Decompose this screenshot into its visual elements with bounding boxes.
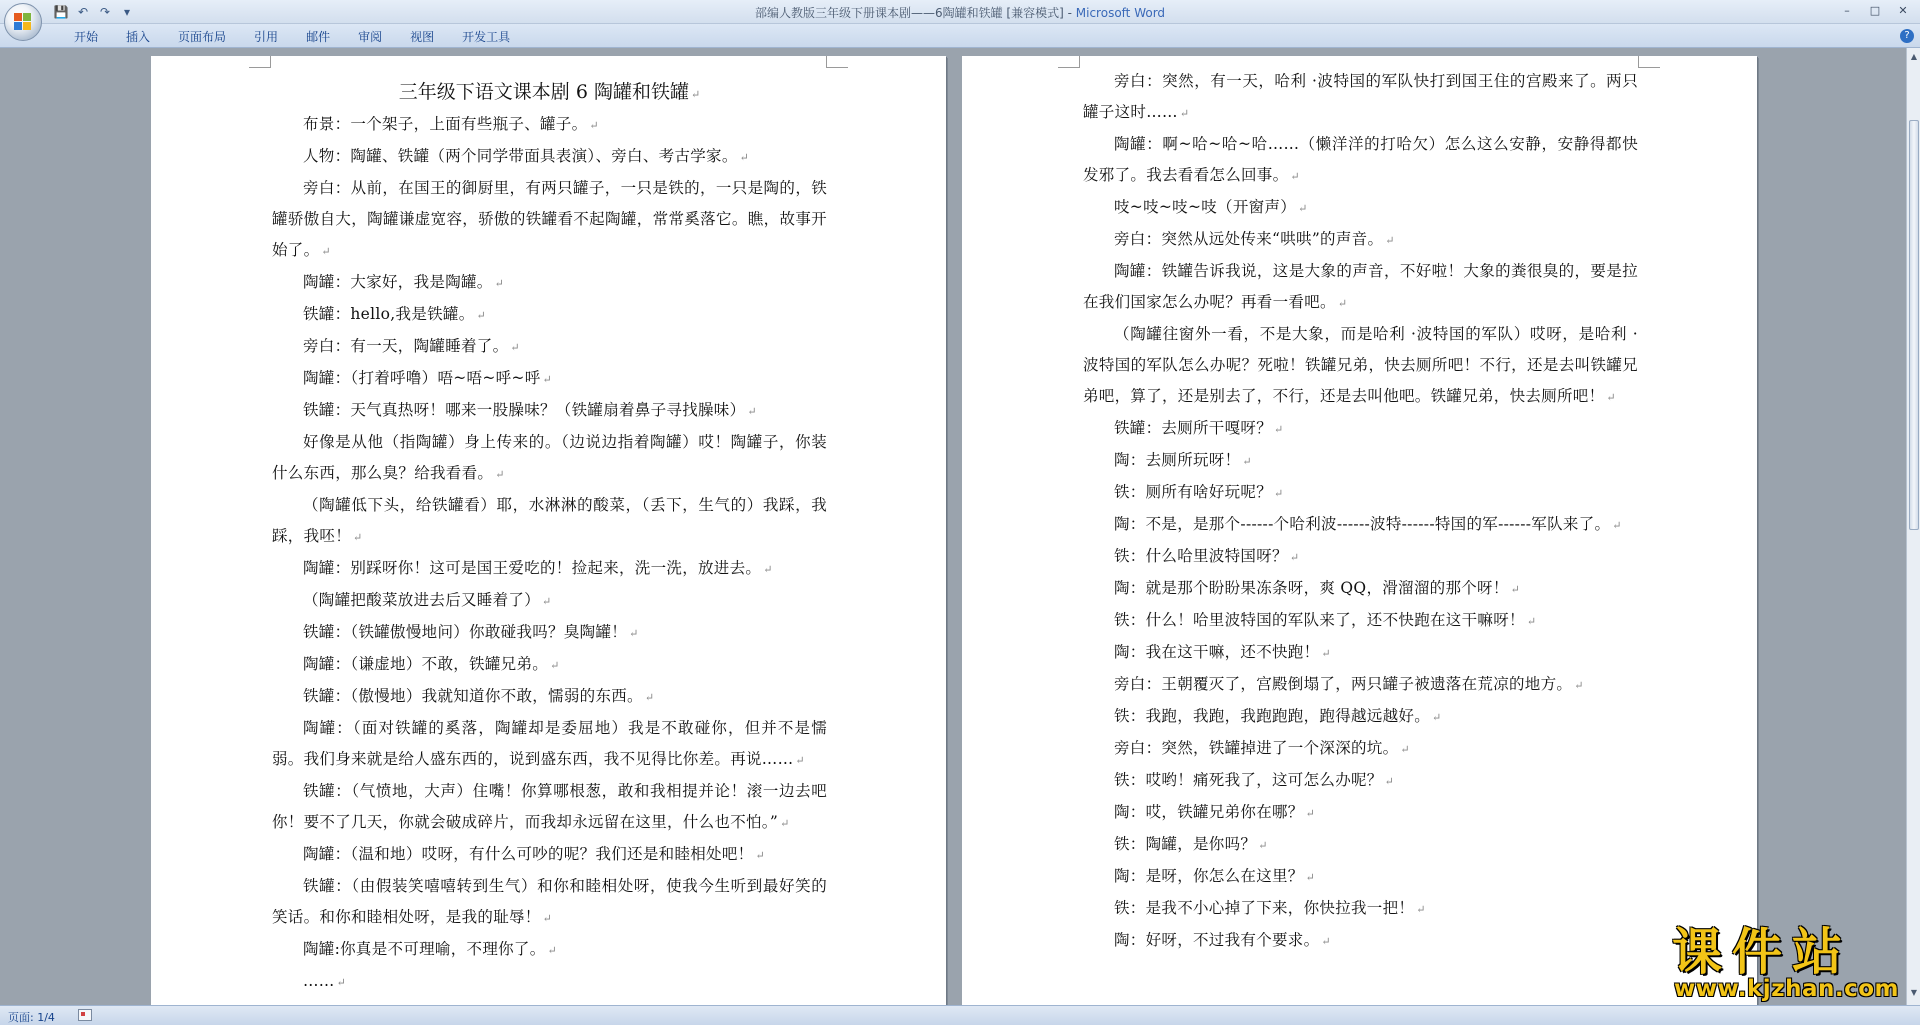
paragraph-mark-icon: ↵ [1305,807,1316,820]
paragraph-mark-icon: ↵ [547,944,558,957]
paragraph-mark-icon: ↵ [353,531,363,544]
vertical-scrollbar[interactable] [1906,48,1920,1005]
paragraph-text: 陶罐：大家好，我是陶罐。 [303,273,493,291]
paragraph [272,649,827,681]
paragraph-text: 旁白：从前，在国王的御厨里，有两只罐子，一只是铁的，一只是陶的，铁罐骄傲自大，陶罐谦虚宽容，骄傲的铁罐看不起陶罐，常常奚落它。瞧，故事开始了。 [272,179,827,259]
paragraph-text: 陶：去厕所玩呀！ [1114,451,1241,469]
paragraph [1083,605,1638,637]
proofing-icon[interactable] [78,1009,92,1021]
paragraph-mark-icon: ↵ [1606,391,1616,404]
redo-icon[interactable]: ↷ [99,5,111,19]
paragraph-text: 陶罐：（谦虚地）不敢，铁罐兄弟。 [303,655,549,673]
paragraph [1083,637,1638,669]
paragraph-mark-icon: ↵ [1416,903,1426,916]
paragraph [272,617,827,649]
office-button[interactable] [4,3,42,41]
paragraph-mark-icon: ↵ [336,976,347,989]
paragraph [272,934,827,966]
tab-developer[interactable]: 开发工具 [462,30,511,44]
undo-icon[interactable]: ↶ [77,5,89,19]
paragraph [1083,669,1638,701]
ribbon-tabs [60,28,524,46]
paragraph-text: 铁罐：（铁罐傲慢地问）你敢碰我吗？臭陶罐！ [303,623,628,641]
paragraph [1083,445,1638,477]
paragraph [1083,925,1638,957]
minimize-button[interactable]: – [1844,4,1850,17]
paragraph [1083,192,1638,224]
app-name: Microsoft Word [1075,6,1166,20]
paragraph [1083,893,1638,925]
watermark-logo [1668,924,1898,1004]
paragraph-mark-icon: ↵ [321,245,331,258]
paragraph [272,363,827,395]
paragraph [1083,413,1638,445]
paragraph-text: 陶罐：别踩呀你！这可是国王爱吃的！捡起来，洗一洗，放进去。 [303,559,762,577]
paragraph-mark-icon: ↵ [542,373,553,386]
paragraph [272,839,827,871]
paragraph [272,173,827,267]
tab-references[interactable]: 引用 [254,30,279,44]
paragraph-mark-icon: ↵ [1384,775,1395,788]
paragraph-text: 陶：哎，铁罐兄弟你在哪？ [1114,803,1304,821]
paragraph-text: 吱~吱~吱~吱（开窗声） [1114,198,1297,216]
paragraph-text: （陶罐把酸菜放进去后又睡着了） [303,591,541,609]
paragraph [1083,765,1638,797]
paragraph [1083,573,1638,605]
page-1-body [272,76,827,998]
page-2-body [1083,66,1638,957]
paragraph-mark-icon: ↵ [1242,455,1252,468]
paragraph-mark-icon: ↵ [629,627,639,640]
paragraph-text: 陶：不是，是那个------个哈利波------波特------特国的军------军队来了。 [1114,515,1611,533]
paragraph-text: 铁罐：去厕所干嘎呀？ [1114,419,1273,437]
paragraph-mark-icon: ↵ [476,309,487,322]
paragraph-text: 人物：陶罐、铁罐（两个同学带面具表演）、旁白、考古学家。 [303,147,738,165]
window-controls [1834,2,1916,20]
paragraph [272,427,827,490]
paragraph-mark-icon: ↵ [739,151,750,164]
paragraph [272,585,827,617]
paragraph [272,490,827,553]
scroll-up-icon[interactable]: ▲ [1910,52,1918,61]
paragraph [1083,701,1638,733]
paragraph [272,681,827,713]
paragraph-mark-icon: ↵ [510,341,520,354]
save-icon[interactable]: 💾 [53,5,69,19]
paragraph-mark-icon: ↵ [1321,935,1331,948]
paragraph [1083,861,1638,893]
paragraph-text: 旁白：有一天，陶罐睡着了。 [303,337,509,355]
page-count[interactable]: 页面: 1/4 [8,1011,55,1024]
tab-view[interactable]: 视图 [410,30,435,44]
tab-mailings[interactable]: 邮件 [306,30,331,44]
paragraph [1083,829,1638,861]
paragraph-text: 陶罐：啊~哈~哈~哈……（懒洋洋的打哈欠）怎么这么安静，安静得都快发邪了。我去看看怎么回事。 [1083,135,1638,184]
paragraph-text: 陶罐：（打着呼噜）唔~唔~呼~呼 [303,369,541,387]
paragraph [1083,797,1638,829]
paragraph-text: 铁罐：hello,我是铁罐。 [303,305,475,323]
paragraph-text: 旁白：王朝覆灭了，宫殿倒塌了，两只罐子被遗落在荒凉的地方。 [1114,675,1573,693]
paragraph [1083,477,1638,509]
paragraph-mark-icon: ↵ [542,595,552,608]
paragraph-text: …… [303,972,335,990]
page-2[interactable] [962,56,1757,1005]
paragraph-mark-icon: ↵ [1274,487,1284,500]
paragraph-mark-icon: ↵ [1612,519,1622,532]
paragraph-text: 铁：是我不小心掉了下来，你快拉我一把！ [1114,899,1415,917]
customize-toolbar-icon[interactable]: ▾ [123,5,131,19]
paragraph-mark-icon: ↵ [542,912,553,925]
page-1[interactable] [151,56,946,1005]
title-bar [0,0,1920,24]
paragraph-mark-icon: ↵ [1289,551,1300,564]
tab-page-layout[interactable]: 页面布局 [178,30,227,44]
paragraph-mark-icon: ↵ [747,405,757,418]
paragraph-text: 铁罐：（由假装笑嘻嘻转到生气）和你和睦相处呀，使我今生听到最好笑的笑话。和你和睦相处呀，是我的耻辱！ [272,877,827,926]
paragraph [272,713,827,776]
paragraph [272,109,827,141]
tab-insert[interactable]: 插入 [126,30,151,44]
paragraph-mark-icon: ↵ [1290,170,1300,183]
paragraph-text: 铁：哎哟！痛死我了，这可怎么办呢？ [1114,771,1383,789]
paragraph-mark-icon: ↵ [763,563,773,576]
paragraph-text: 铁：我跑，我跑，我跑跑跑，跑得越远越好。 [1114,707,1431,725]
margin-corner-mark [1638,56,1660,68]
watermark-text: 课件站 [1672,923,1852,981]
document-title: 三年级下语文课本剧 6 陶罐和铁罐 ↵ [398,81,701,103]
paragraph-text: （陶罐往窗外一看，不是大象，而是哈利 ·波特国的军队）哎呀，是哈利 ·波特国的军队怎么办呢？死啦！铁罐兄弟，快去厕所吧！不行，还是去叫铁罐兄弟吧，算了，还是别去了，不行，还是去叫他吧。铁罐兄弟，快去厕所吧！ [1083,325,1638,405]
paragraph-mark-icon: ↵ [589,119,599,132]
margin-corner-mark [826,56,848,68]
paragraph [272,553,827,585]
paragraph-text: 好像是从他（指陶罐）身上传来的。（边说边指着陶罐）哎！陶罐子，你装什么东西，那么臭？给我看看。 [272,433,827,482]
maximize-button[interactable]: □ [1869,4,1881,17]
paragraph-mark-icon: ↵ [1400,743,1410,756]
paragraph-mark-icon: ↵ [550,659,560,672]
tab-review[interactable]: 审阅 [358,30,383,44]
document-name: 部编人教版三年级下册课本剧——6陶罐和铁罐 [兼容模式] [754,6,1064,20]
paragraph-mark-icon: ↵ [1574,679,1584,692]
document-area[interactable] [0,48,1906,1005]
paragraph-mark-icon: ↵ [795,754,805,767]
paragraph-mark-icon: ↵ [1337,297,1348,310]
paragraph-text: 铁：什么哈里波特国呀？ [1114,547,1288,565]
office-logo-icon [14,13,32,31]
paragraph-text: 旁白：突然从远处传来“哄哄”的声音。 [1114,230,1384,248]
paragraph-text: 铁罐：天气真热呀！哪来一股臊味？（铁罐扇着鼻子寻找臊味） [303,401,746,419]
paragraph-text: 铁罐：（傲慢地）我就知道你不敢，懦弱的东西。 [303,687,643,705]
paragraph-text: （陶罐低下头，给铁罐看）耶，水淋淋的酸菜，（丢下，生气的）我踩，我踩，我呸！ [272,496,827,545]
window-title: 部编人教版三年级下册课本剧——6陶罐和铁罐 [兼容模式] - Microsoft Word [754,6,1166,20]
paragraph-text: 陶：我在这干嘛，还不快跑！ [1114,643,1320,661]
paragraph [272,267,827,299]
paragraph-mark-icon: ↵ [1385,234,1395,247]
paragraph-text: 铁罐：（气愤地，大声）住嘴！你算哪根葱，敢和我相提并论！滚一边去吧你！要不了几天，你就会破成碎片，而我却永远留在这里，什么也不怕。” [272,782,827,831]
paragraph-text: 陶：就是那个盼盼果冻条呀，爽 QQ，滑溜溜的那个呀！ [1114,579,1509,597]
paragraph-mark-icon: ↵ [1305,871,1316,884]
scroll-thumb[interactable] [1909,120,1919,530]
paragraph-text: 陶：好呀，不过我有个要求。 [1114,931,1320,949]
paragraph-mark-icon: ↵ [495,468,505,481]
paragraph [1083,319,1638,413]
paragraph-mark-icon: ↵ [1179,107,1190,120]
paragraph-text: 陶：是呀，你怎么在这里？ [1114,867,1304,885]
paragraph [272,331,827,363]
paragraph [272,776,827,839]
paragraph-text: 陶罐：铁罐告诉我说，这是大象的声音，不好啦！大象的粪很臭的，要是拉在我们国家怎么办呢？再看一看吧。 [1083,262,1638,311]
paragraph [272,299,827,331]
paragraph-mark-icon: ↵ [755,849,765,862]
close-button[interactable]: ✕ [1898,4,1908,17]
paragraph-text: 陶罐：（面对铁罐的奚落，陶罐却是委屈地）我是不敢碰你，但并不是懦弱。我们身来就是给人盛东西的，说到盛东西，我不见得比你差。再说…… [272,719,827,768]
paragraph-mark-icon: ↵ [494,277,505,290]
paragraph [272,871,827,934]
scroll-down-icon[interactable]: ▼ [1910,988,1918,997]
ribbon [0,24,1920,48]
paragraph [1083,733,1638,765]
status-bar [0,1005,1920,1025]
paragraph [1083,224,1638,256]
watermark-url: www.kjzhan.com [1674,976,1899,1002]
paragraph-mark-icon: ↵ [780,817,790,830]
help-icon[interactable]: ? [1900,29,1914,43]
margin-corner-mark [1058,56,1080,68]
paragraph [1083,541,1638,573]
paragraph [1083,256,1638,319]
paragraph-mark-icon: ↵ [1321,647,1331,660]
paragraph-mark-icon: ↵ [1526,615,1537,628]
paragraph-text: 陶罐:你真是不可理喻，不理你了。 [303,940,546,958]
paragraph-mark-icon: ↵ [1258,839,1268,852]
paragraph [1083,129,1638,192]
tab-home[interactable]: 开始 [74,30,99,44]
paragraph-mark-icon: ↵ [644,691,655,704]
paragraph-text: 旁白：突然，有一天，哈利 ·波特国的军队快打到国王住的宫殿来了。两只罐子这时…… [1083,72,1638,121]
paragraph-text: 布景：一个架子，上面有些瓶子、罐子。 [303,115,588,133]
paragraph [272,141,827,173]
paragraph-text: 铁：陶罐，是你吗？ [1114,835,1257,853]
paragraph-mark-icon: ↵ [1432,711,1442,724]
paragraph-text: 旁白：突然，铁罐掉进了一个深深的坑。 [1114,739,1399,757]
paragraph-text: 陶罐：（温和地）哎呀，有什么可吵的呢？我们还是和睦相处吧！ [303,845,754,863]
paragraph-mark-icon: ↵ [1298,202,1308,215]
margin-corner-mark [249,56,271,68]
paragraph-mark-icon: ↵ [1274,423,1284,436]
paragraph-mark-icon: ↵ [1510,583,1521,596]
paragraph [1083,509,1638,541]
paragraph-text: 铁：厕所有啥好玩呢？ [1114,483,1273,501]
paragraph-text: 铁：什么！哈里波特国的军队来了，还不快跑在这干嘛呀！ [1114,611,1525,629]
paragraph [272,966,827,998]
paragraph [1083,66,1638,129]
paragraph [272,395,827,427]
